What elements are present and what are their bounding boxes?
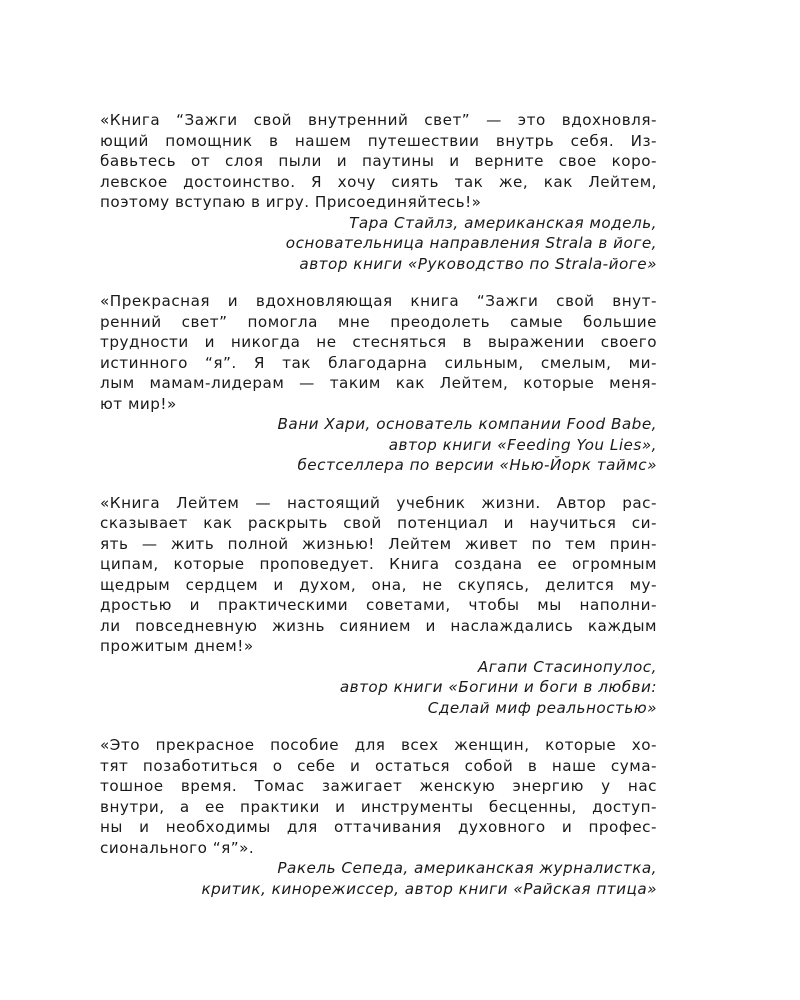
attribution-line: автор книги «Руководство по Strala-йоге»	[299, 254, 657, 273]
attribution-line: Агапи Стасинопулос,	[477, 657, 657, 676]
quote-line: бавьтесь от слоя пыли и паутины и верните свое коро-	[100, 152, 657, 170]
quote-line: истинного “я”. Я так благодарна сильным, смелым, ми-	[100, 353, 657, 372]
quote-line: ющий помощник в нашем путешествии внутрь себя. Из-	[100, 131, 657, 150]
attribution-line: автор книги «Богини и боги в любви:	[339, 678, 657, 696]
quote-line: сионального “я”».	[100, 838, 255, 857]
attribution-line: автор книги «Feeding You Lies»,	[388, 435, 657, 454]
quote-line: ренний свет” помогла мне преодолеть самые большие	[100, 312, 657, 331]
quote-line: левское достоинство. Я хочу сиять так же, как Лейтем,	[100, 172, 657, 191]
quote-line: поэтому вступаю в игру. Присоединяйтесь!»	[100, 193, 482, 211]
attribution-line: Сделай миф реальностью»	[427, 698, 657, 717]
quote-line: ять — жить полной жизнью! Лейтем живет по тем прин-	[100, 534, 657, 553]
quote-block	[100, 735, 657, 899]
quote-line: ют мир!»	[100, 394, 177, 413]
attribution-line: критик, кинорежиссер, автор книги «Райская птица»	[201, 879, 657, 898]
attribution-line: бестселлера по версии «Нью-Йорк таймс»	[297, 456, 657, 474]
quote-line: щедрым сердцем и духом, она, не скупясь, делится му-	[100, 575, 657, 594]
quote-line: внутри, а ее практики и инструменты бесценны, доступ-	[100, 797, 657, 816]
quote-line: ципам, которые проповедует. Книга создана ее огромным	[100, 555, 657, 573]
quote-block	[100, 493, 657, 719]
attribution-line: Ракель Сепеда, американская журналистка,	[277, 859, 657, 877]
attribution-line: основательница направления Strala в йоге,	[285, 234, 657, 252]
attribution-line: Вани Хари, основатель компании Food Babe,	[277, 415, 657, 433]
quote-line: ны и необходимы для оттачивания духовного и профес-	[100, 818, 657, 836]
quote-line: трудности и никогда не стесняться в выражении своего	[100, 333, 657, 351]
quote-line: лым мамам-лидерам — таким как Лейтем, которые меня-	[100, 374, 657, 392]
quote-line: «Книга Лейтем — настоящий учебник жизни. Автор рас-	[100, 493, 657, 512]
quote-line: дростью и практическими советами, чтобы мы наполни-	[100, 596, 657, 614]
quote-block	[100, 291, 657, 476]
quote-line: тошное время. Томас зажигает женскую энергию у нас	[100, 777, 657, 795]
quote-line: тят позаботиться о себе и остаться собой в наше сума-	[100, 756, 657, 775]
page-content	[100, 110, 657, 899]
quote-line: прожитым днем!»	[100, 637, 254, 655]
quote-line: «Это прекрасное пособие для всех женщин, которые хо-	[100, 736, 657, 754]
quote-line: сказывает как раскрыть свой потенциал и научиться си-	[100, 514, 657, 532]
quote-line: «Прекрасная и вдохновляющая книга “Зажги свой внут-	[100, 292, 657, 310]
attribution-line: Тара Стайлз, американская модель,	[349, 213, 657, 232]
quote-block	[100, 110, 657, 274]
quote-line: ли повседневную жизнь сиянием и наслаждались каждым	[100, 616, 657, 635]
quote-line: «Книга “Зажги свой внутренний свет” — это вдохновля-	[100, 111, 657, 129]
